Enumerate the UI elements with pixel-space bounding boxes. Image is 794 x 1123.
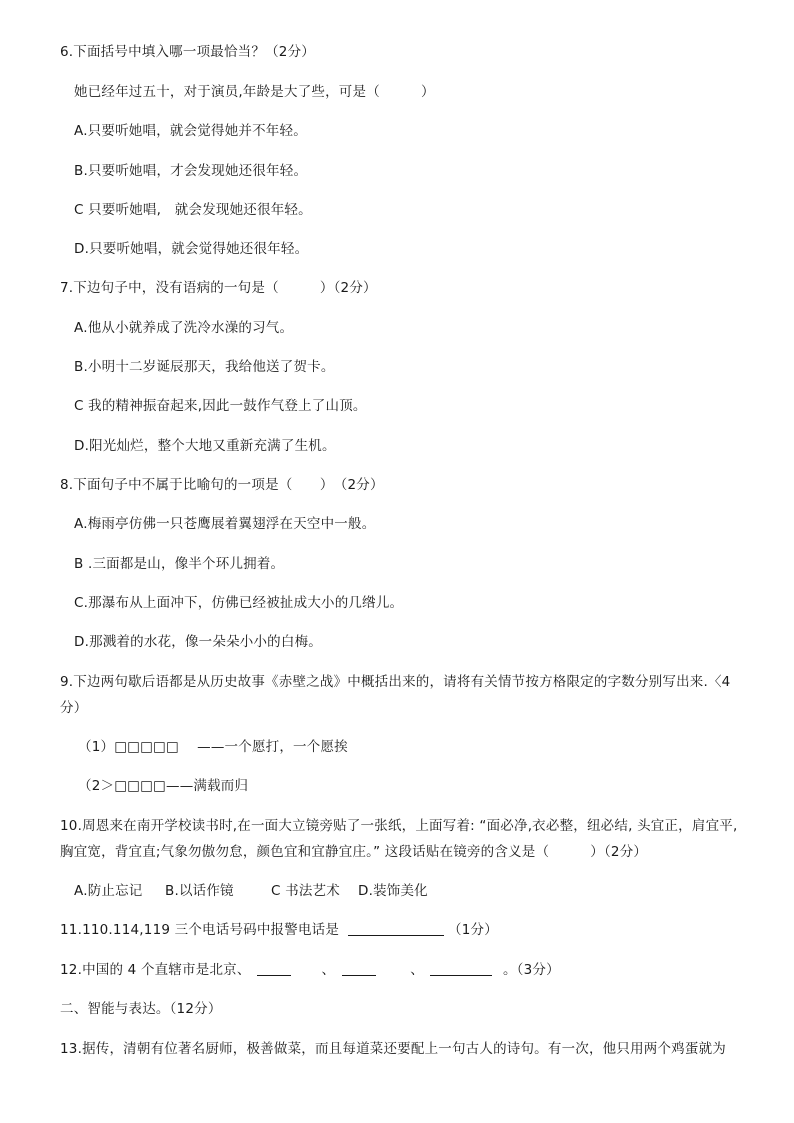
question-6-option-c: C 只要听她唱, 就会发现她还很年轻。: [74, 202, 312, 218]
question-7-option-d: D.阳光灿烂，整个大地又重新充满了生机。: [74, 438, 336, 454]
question-12-sep-2: 、: [410, 962, 424, 978]
question-12: [60, 961, 560, 979]
question-12-text: 12.中国的 4 个直辖市是北京、: [60, 962, 251, 978]
question-13-text: 13.据传，清朝有位著名厨师，极善做菜，而且每道菜还要配上一句古人的诗句。有一次，他只用两个鸡蛋就为: [60, 1041, 726, 1057]
question-6-title: 6.下面括号中填入哪一项最恰当？（2分）: [60, 44, 315, 60]
question-10-option-c: C 书法艺术: [271, 883, 340, 899]
question-6-option-a: A.只要听她唱，就会觉得她并不年轻。: [74, 123, 307, 139]
question-10-title: 10.周恩来在南开学校读书时,在一面大立镜旁贴了一张纸，上面写着: “面必净,衣必整，纽必结, 头宜正，肩宜平,胸宜宽，背宜直;气象勿傲勿怠，颜色宜和宜静宜庄。” 这段话贴在镜旁的含义是（ ）（2分）: [60, 818, 738, 860]
question-8-option-a: A.梅雨亭仿佛一只苍鹰展着翼翅浮在天空中一般。: [74, 516, 376, 532]
section-2-heading: 二、智能与表达。（12分）: [60, 1001, 222, 1017]
question-11-score: （1分）: [448, 922, 498, 938]
question-6-option-b: B.只要听她唱，才会发现她还很年轻。: [74, 163, 308, 179]
question-7-option-a: A.他从小就养成了洗冷水澡的习气。: [74, 320, 294, 336]
question-12-sep-1: 、: [321, 962, 336, 978]
question-8-option-c: C.那瀑布从上面冲下，仿佛已经被扯成大小的几绺儿。: [74, 595, 404, 611]
question-8-title: 8.下面句子中不属于比喻句的一项是（ ） （2分）: [60, 477, 384, 493]
question-12-blank-2[interactable]: [342, 961, 376, 976]
question-8-option-d: D.那溅着的水花，像一朵朵小小的白梅。: [74, 634, 322, 650]
question-7-option-b: B.小明十二岁诞辰那天，我给他送了贺卡。: [74, 359, 335, 375]
question-11-text: 11.110.114,119 三个电话号码中报警电话是: [60, 922, 340, 938]
question-9-title: 9.下边两句歇后语都是从历史故事《赤壁之战》中概括出来的，请将有关情节按方格限定的字数分别写出来.〈4分）: [60, 674, 731, 716]
question-9-item-2: （2＞□□□□——满载而归: [78, 778, 249, 794]
question-6-option-d: D.只要听她唱，就会觉得她还很年轻。: [74, 241, 309, 257]
question-11: [60, 921, 498, 939]
question-12-blank-3[interactable]: [430, 961, 492, 976]
question-10-option-d: D.装饰美化: [358, 883, 428, 899]
question-6-stem: 她已经年过五十，对于演员,年龄是大了些，可是（ ）: [74, 84, 435, 100]
question-9-item-1: （1）□□□□□ ——一个愿打，一个愿挨: [78, 739, 348, 755]
question-10-option-a: A.防止忘记: [74, 883, 143, 899]
question-8-option-b: B .三面都是山，像半个环儿拥着。: [74, 556, 285, 572]
question-11-answer-blank[interactable]: [348, 921, 444, 936]
question-12-blank-1[interactable]: [257, 961, 291, 976]
question-10-option-b: B.以话作镜: [165, 883, 234, 899]
question-12-end: 。（3分）: [502, 962, 560, 978]
question-7-title: 7.下边句子中，没有语病的一句是（ ）（2分）: [60, 280, 377, 296]
question-7-option-c: C 我的精神振奋起来,因此一鼓作气登上了山顶。: [74, 398, 367, 414]
